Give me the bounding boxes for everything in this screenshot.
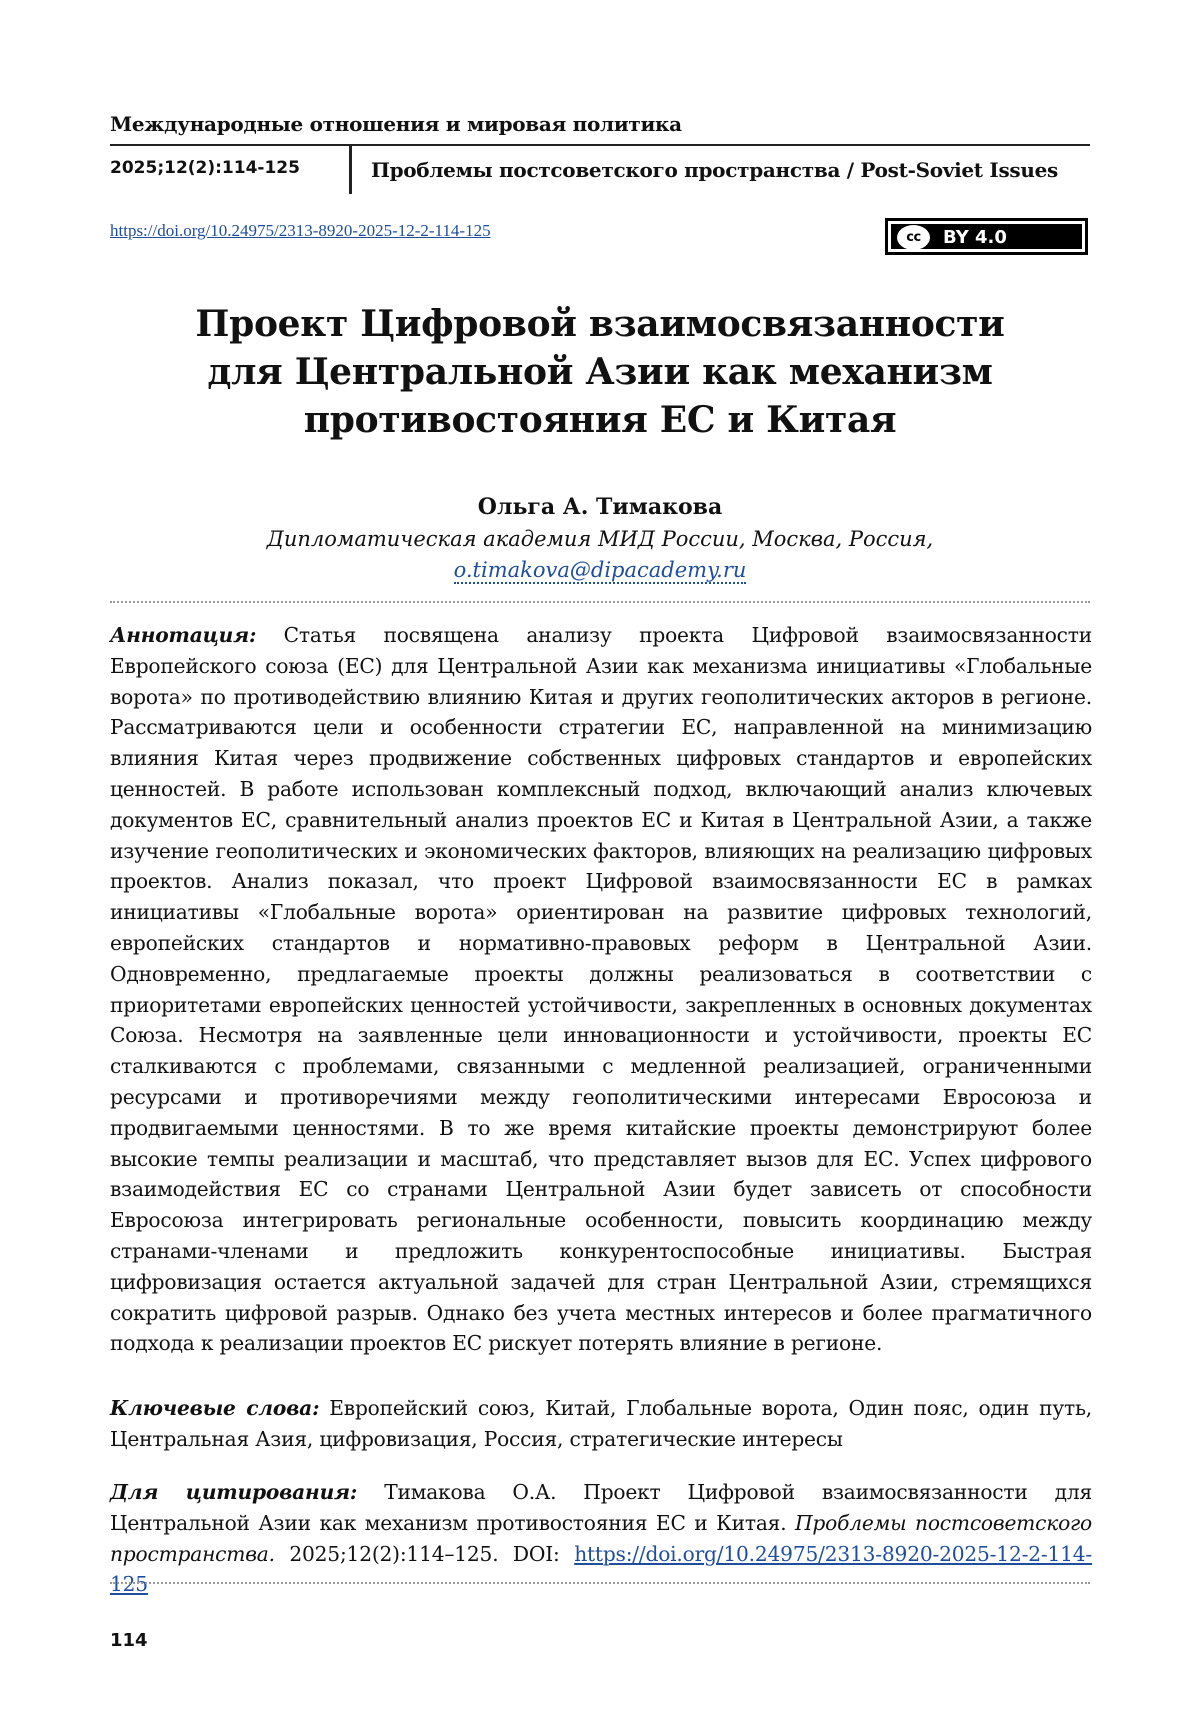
citation-details: 2025;12(2):114–125. DOI: — [289, 1542, 559, 1566]
journal-name: Проблемы постсоветского пространства / Post-Soviet Issues — [371, 158, 1058, 182]
header-divider — [349, 146, 352, 194]
cc-badge-background — [891, 224, 1082, 249]
author-name: Ольга А. Тимакова — [100, 494, 1100, 520]
keywords-text: Европейский союз, Китай, Глобальные ворота, Один пояс, один путь, Центральная Азия, цифровизация, Россия, стратегические интересы — [110, 1396, 1092, 1451]
article-title — [100, 300, 1100, 444]
doi-link[interactable]: https://doi.org/10.24975/2313-8920-2025-12-2-114-125 — [110, 221, 491, 241]
citation-label: Для цитирования: — [110, 1480, 357, 1504]
license-text: BY 4.0 — [943, 226, 1007, 249]
citation-journal: Проблемы постсоветского пространства. — [110, 1511, 1092, 1566]
author-affiliation: Дипломатическая академия МИД России, Москва, Россия, — [100, 527, 1100, 551]
title-line: противостояния ЕС и Китая — [100, 396, 1100, 444]
title-line: для Центральной Азии как механизм — [100, 348, 1100, 396]
creative-commons-icon: cc — [897, 225, 930, 250]
bottom-dotted-divider — [110, 1582, 1090, 1584]
author-email-link[interactable]: o.timakova@dipacademy.ru — [454, 558, 747, 584]
abstract-label: Аннотация: — [110, 623, 256, 647]
abstract-text: Статья посвящена анализу проекта Цифровой взаимосвязанности Европейского союза (ЕС) для Центральной Азии как механизма инициативы «Глобальные ворота» по противодействию влиянию Китая и других геополитических акторов в регионе. Рассматриваются цели и особенности стратегии ЕС, направленной на минимизацию влияния Китая через продвижение собственных цифровых стандартов и европейских ценностей. В работе использован комплексный подход, включающий анализ ключевых документов ЕС, сравнительный анализ проектов ЕС и Китая в Центральной Азии, а также изучение геополитических и экономических факторов, влияющих на реализацию цифровых проектов. Анализ показал, что проект Цифровой взаимосвязанности ЕС в рамках инициативы «Глобальные ворота» ориентирован на развитие цифровых технологий, европейских стандартов и нормативно-правовых реформ в Центральной Азии. Одновременно, предлагаемые проекты должны реализоваться в соответствии с приоритетами европейских ценностей устойчивости, закрепленных в основных документах Союза. Несмотря на заявленные цели инновационности и устойчивости, проекты ЕС сталкиваются с проблемами, связанными с медленной реализацией, ограниченными ресурсами и противоречиями между геополитическими интересами Евросоюза и продвигаемыми ценностями. В то же время китайские проекты демонстрируют более высокие темпы реализации и масштаб, что представляет вызов для ЕС. Успех цифрового взаимодействия ЕС со странами Центральной Азии будет зависеть от способности Евросоюза интегрировать региональные особенности, повысить координацию между странами-членами и предложить конкурентоспособные инициативы. Быстрая цифровизация остается актуальной задачей для стран Центральной Азии, стремящихся сократить цифровой разрыв. Однако без учета местных интересов и более прагматичного подхода к реализации проектов ЕС рискует потерять влияние в регионе. — [110, 623, 1092, 1355]
journal-section-title: Международные отношения и мировая политика — [110, 112, 682, 136]
author-email-row — [100, 558, 1100, 582]
citation-text: Тимакова О.А. Проект Цифровой взаимосвязанности для Центральной Азии как механизм противостояния ЕС и Китая. — [110, 1480, 1092, 1535]
citation-doi-link[interactable]: https://doi.org/10.24975/2313-8920-2025-12-2-114-125 — [110, 1542, 1092, 1597]
keywords — [110, 1393, 1092, 1455]
top-dotted-divider — [110, 601, 1090, 603]
header-rule — [110, 144, 1090, 146]
title-line: Проект Цифровой взаимосвязанности — [100, 300, 1100, 348]
page-number: 114 — [110, 1630, 148, 1651]
keywords-label: Ключевые слова: — [110, 1396, 319, 1420]
abstract — [110, 620, 1092, 1359]
cc-license-badge[interactable] — [885, 218, 1088, 255]
issue-info: 2025;12(2):114-125 — [110, 158, 300, 178]
